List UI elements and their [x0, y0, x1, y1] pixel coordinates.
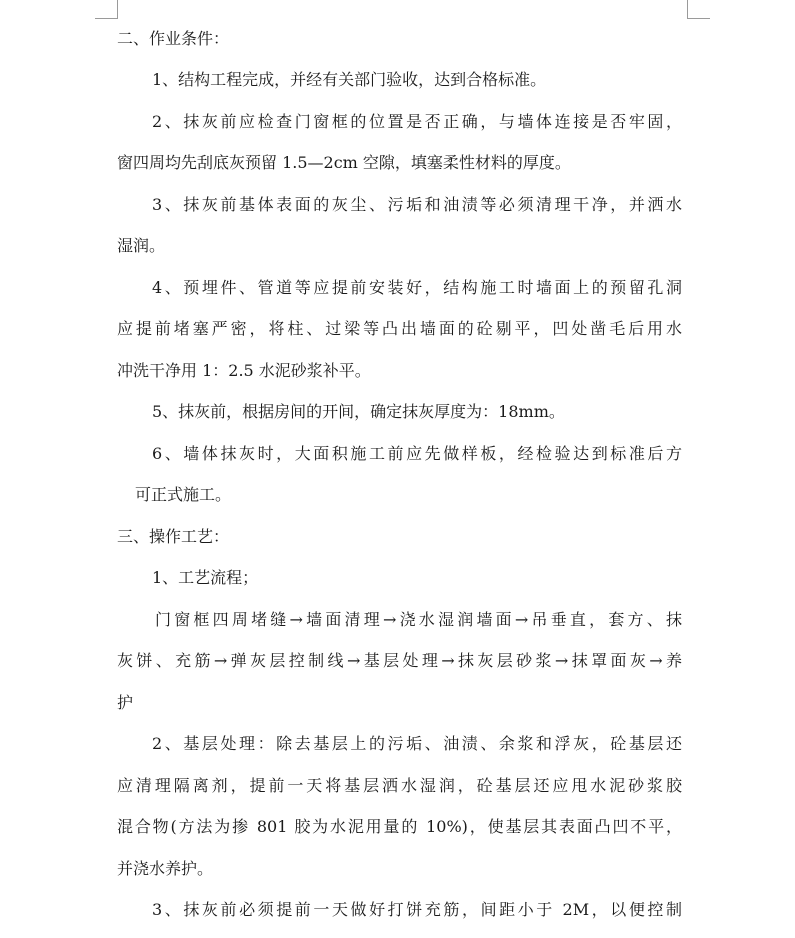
section-heading: 三、操作工艺： [117, 527, 230, 546]
paragraph-line: 应提前堵塞严密，将柱、过梁等凸出墙面的砼剔平，凹处凿毛后用水 [117, 319, 682, 338]
paragraph-line: 6、墙体抹灰时，大面积施工前应先做样板，经检验达到标准后方 [152, 444, 682, 463]
paragraph-line: 2、抹灰前应检查门窗框的位置是否正确，与墙体连接是否牢固， [152, 112, 682, 131]
paragraph-line: 灰饼、充筋→弹灰层控制线→基层处理→抹灰层砂浆→抹罩面灰→养 [117, 651, 682, 670]
paragraph-line: 湿润。 [117, 236, 166, 255]
paragraph-line: 4、预埋件、管道等应提前安装好，结构施工时墙面上的预留孔洞 [152, 278, 682, 297]
paragraph-line: 冲洗干净用 1：2.5 水泥砂浆补平。 [117, 361, 371, 380]
paragraph-line: 1、工艺流程； [152, 568, 259, 587]
section-heading: 二、作业条件： [117, 29, 230, 48]
paragraph-line: 护 [117, 693, 134, 712]
paragraph-line: 混合物(方法为掺 801 胶为水泥用量的 10%)，使基层其表面凸凹不平， [117, 817, 682, 836]
paragraph-line: 1、结构工程完成，并经有关部门验收，达到合格标准。 [152, 70, 547, 89]
paragraph-line: 并浇水养护。 [117, 859, 214, 878]
paragraph-line: 可正式施工。 [135, 485, 232, 504]
paragraph-line: 门窗框四周堵缝→墙面清理→浇水湿润墙面→吊垂直，套方、抹 [155, 610, 682, 629]
paragraph-line: 2、基层处理：除去基层上的污垢、油渍、余浆和浮灰，砼基层还 [152, 734, 682, 753]
paragraph-line: 3、抹灰前必须提前一天做好打饼充筋，间距小于 2M，以便控制 [152, 900, 682, 919]
paragraph-line: 5、抹灰前，根据房间的开间，确定抹灰厚度为：18mm。 [152, 402, 565, 421]
paragraph-line: 应清理隔离剂，提前一天将基层洒水湿润，砼基层还应甩水泥砂浆胶 [117, 776, 682, 795]
paragraph-line: 3、抹灰前基体表面的灰尘、污垢和油渍等必须清理干净，并洒水 [152, 195, 682, 214]
paragraph-line: 窗四周均先刮底灰预留 1.5—2cm 空隙，填塞柔性材料的厚度。 [117, 153, 571, 172]
